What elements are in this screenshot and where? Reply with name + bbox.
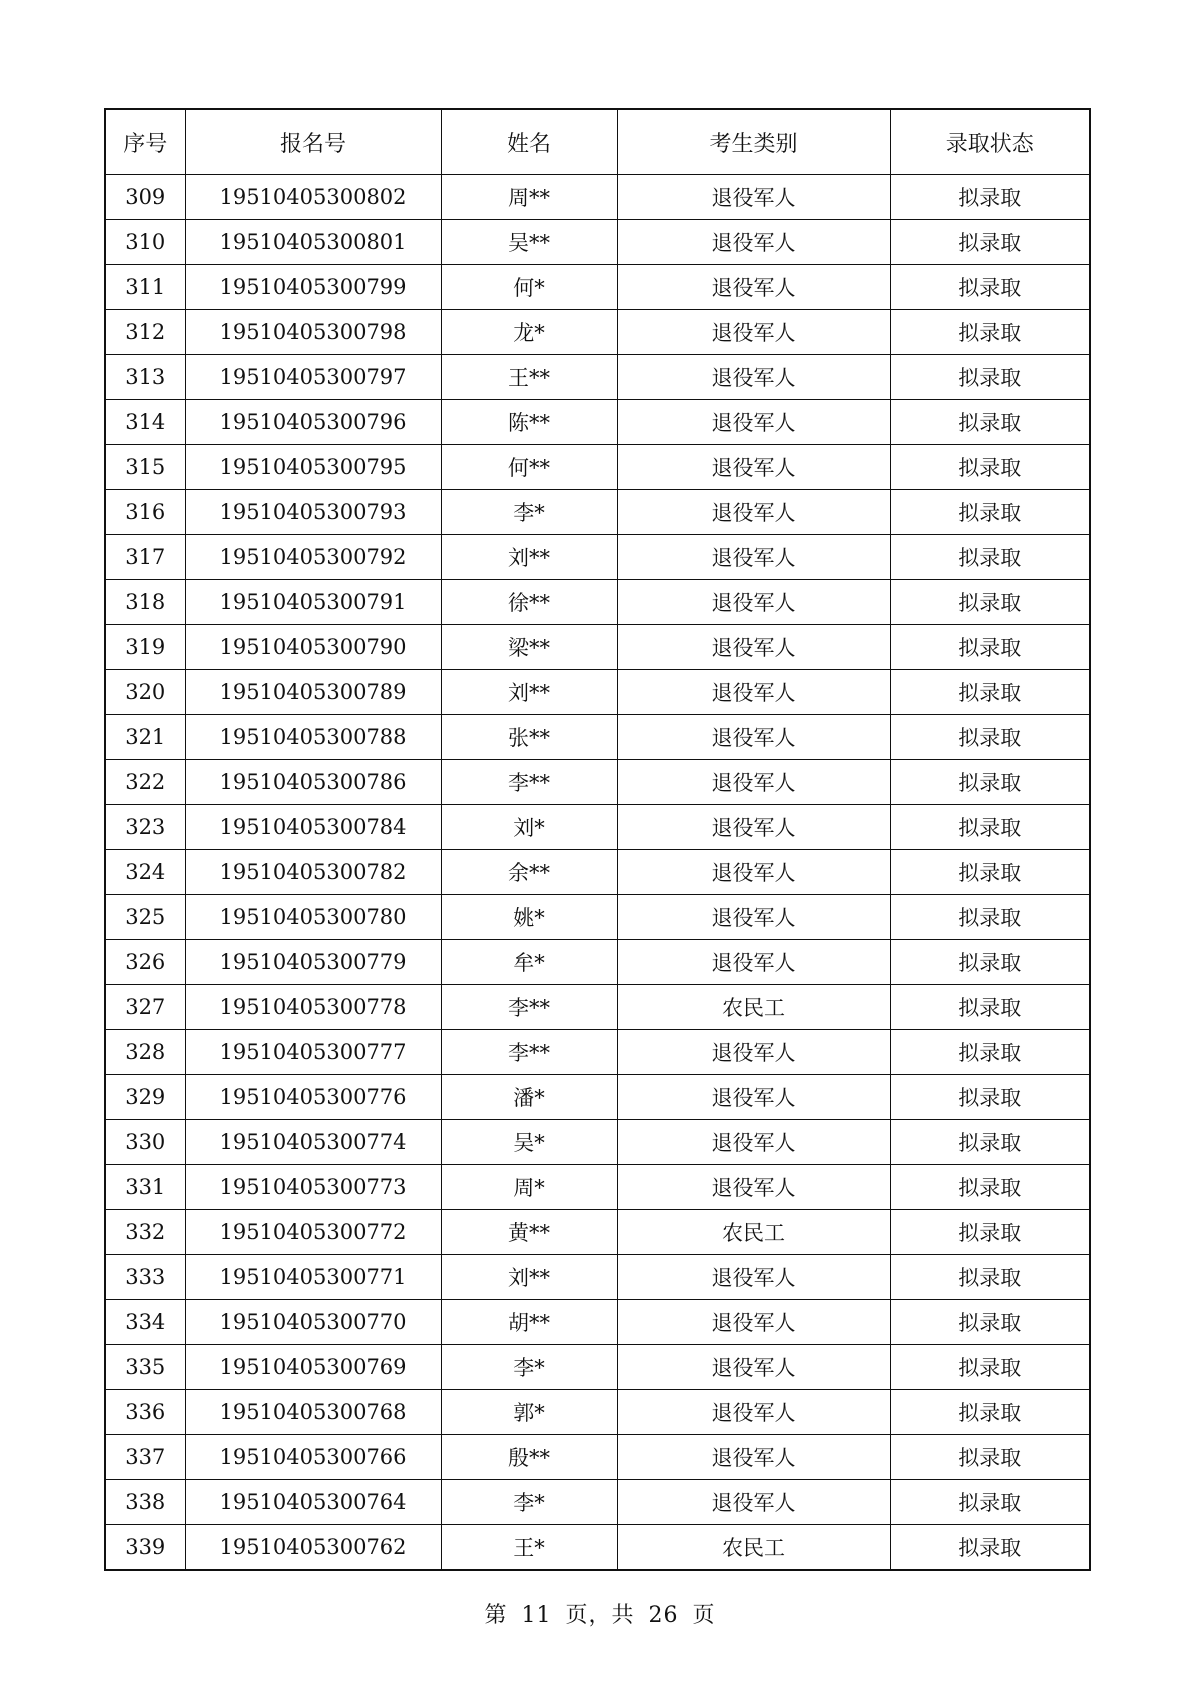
admission-status-cell: 拟录取 bbox=[890, 1210, 1090, 1255]
admission-status-cell: 拟录取 bbox=[890, 355, 1090, 400]
candidate-category-cell: 退役军人 bbox=[617, 445, 890, 490]
seq-cell: 324 bbox=[105, 850, 185, 895]
table-header bbox=[105, 109, 1090, 175]
registration-number-cell: 19510405300777 bbox=[185, 1030, 441, 1075]
seq-cell: 336 bbox=[105, 1390, 185, 1435]
name-cell: 周* bbox=[441, 1165, 617, 1210]
admission-status-cell: 拟录取 bbox=[890, 1435, 1090, 1480]
admission-status-cell: 拟录取 bbox=[890, 490, 1090, 535]
admission-status-cell: 拟录取 bbox=[890, 175, 1090, 220]
registration-number-cell: 19510405300786 bbox=[185, 760, 441, 805]
admission-status-cell: 拟录取 bbox=[890, 670, 1090, 715]
candidate-category-cell: 退役军人 bbox=[617, 805, 890, 850]
name-cell: 姚* bbox=[441, 895, 617, 940]
admission-status-cell: 拟录取 bbox=[890, 265, 1090, 310]
admission-status-cell: 拟录取 bbox=[890, 1525, 1090, 1571]
table-row bbox=[105, 670, 1090, 715]
name-cell: 黄** bbox=[441, 1210, 617, 1255]
name-cell: 余** bbox=[441, 850, 617, 895]
registration-number-cell: 19510405300793 bbox=[185, 490, 441, 535]
table-row bbox=[105, 1255, 1090, 1300]
registration-number-cell: 19510405300766 bbox=[185, 1435, 441, 1480]
registration-number-cell: 19510405300795 bbox=[185, 445, 441, 490]
seq-cell: 313 bbox=[105, 355, 185, 400]
header-registration-number: 报名号 bbox=[185, 109, 441, 175]
registration-number-cell: 19510405300779 bbox=[185, 940, 441, 985]
admission-status-cell: 拟录取 bbox=[890, 940, 1090, 985]
seq-cell: 333 bbox=[105, 1255, 185, 1300]
admission-status-cell: 拟录取 bbox=[890, 445, 1090, 490]
candidate-category-cell: 退役军人 bbox=[617, 580, 890, 625]
name-cell: 李** bbox=[441, 1030, 617, 1075]
name-cell: 刘** bbox=[441, 670, 617, 715]
name-cell: 殷** bbox=[441, 1435, 617, 1480]
name-cell: 牟* bbox=[441, 940, 617, 985]
name-cell: 胡** bbox=[441, 1300, 617, 1345]
header-name: 姓名 bbox=[441, 109, 617, 175]
seq-cell: 312 bbox=[105, 310, 185, 355]
registration-number-cell: 19510405300773 bbox=[185, 1165, 441, 1210]
seq-cell: 316 bbox=[105, 490, 185, 535]
seq-cell: 323 bbox=[105, 805, 185, 850]
candidate-category-cell: 退役军人 bbox=[617, 850, 890, 895]
candidate-category-cell: 农民工 bbox=[617, 1525, 890, 1571]
table-row bbox=[105, 1075, 1090, 1120]
table-row bbox=[105, 985, 1090, 1030]
seq-cell: 339 bbox=[105, 1525, 185, 1571]
admission-status-cell: 拟录取 bbox=[890, 1030, 1090, 1075]
table-row bbox=[105, 265, 1090, 310]
table-row bbox=[105, 535, 1090, 580]
table-row bbox=[105, 805, 1090, 850]
name-cell: 潘* bbox=[441, 1075, 617, 1120]
candidate-category-cell: 退役军人 bbox=[617, 175, 890, 220]
admission-status-cell: 拟录取 bbox=[890, 715, 1090, 760]
candidate-category-cell: 退役军人 bbox=[617, 1255, 890, 1300]
candidate-category-cell: 退役军人 bbox=[617, 895, 890, 940]
table-row bbox=[105, 175, 1090, 220]
seq-cell: 327 bbox=[105, 985, 185, 1030]
candidate-category-cell: 退役军人 bbox=[617, 220, 890, 265]
table-row bbox=[105, 310, 1090, 355]
name-cell: 周** bbox=[441, 175, 617, 220]
name-cell: 刘* bbox=[441, 805, 617, 850]
seq-cell: 315 bbox=[105, 445, 185, 490]
candidate-category-cell: 退役军人 bbox=[617, 310, 890, 355]
admission-status-cell: 拟录取 bbox=[890, 1120, 1090, 1165]
candidate-category-cell: 退役军人 bbox=[617, 715, 890, 760]
table-row bbox=[105, 445, 1090, 490]
table-row bbox=[105, 400, 1090, 445]
candidate-category-cell: 退役军人 bbox=[617, 1390, 890, 1435]
seq-cell: 310 bbox=[105, 220, 185, 265]
registration-number-cell: 19510405300788 bbox=[185, 715, 441, 760]
admission-status-cell: 拟录取 bbox=[890, 1480, 1090, 1525]
name-cell: 李* bbox=[441, 490, 617, 535]
registration-number-cell: 19510405300796 bbox=[185, 400, 441, 445]
registration-number-cell: 19510405300782 bbox=[185, 850, 441, 895]
name-cell: 李* bbox=[441, 1480, 617, 1525]
candidate-category-cell: 退役军人 bbox=[617, 1030, 890, 1075]
candidate-category-cell: 退役军人 bbox=[617, 265, 890, 310]
table-row bbox=[105, 940, 1090, 985]
candidate-category-cell: 退役军人 bbox=[617, 670, 890, 715]
table-row bbox=[105, 625, 1090, 670]
candidate-category-cell: 退役军人 bbox=[617, 1075, 890, 1120]
registration-number-cell: 19510405300797 bbox=[185, 355, 441, 400]
table-row bbox=[105, 1345, 1090, 1390]
seq-cell: 326 bbox=[105, 940, 185, 985]
admission-status-cell: 拟录取 bbox=[890, 1390, 1090, 1435]
registration-number-cell: 19510405300792 bbox=[185, 535, 441, 580]
seq-cell: 335 bbox=[105, 1345, 185, 1390]
admission-status-cell: 拟录取 bbox=[890, 760, 1090, 805]
candidate-category-cell: 退役军人 bbox=[617, 1120, 890, 1165]
seq-cell: 334 bbox=[105, 1300, 185, 1345]
candidate-category-cell: 退役军人 bbox=[617, 940, 890, 985]
admission-status-cell: 拟录取 bbox=[890, 895, 1090, 940]
registration-number-cell: 19510405300769 bbox=[185, 1345, 441, 1390]
candidate-category-cell: 退役军人 bbox=[617, 760, 890, 805]
registration-number-cell: 19510405300764 bbox=[185, 1480, 441, 1525]
registration-number-cell: 19510405300790 bbox=[185, 625, 441, 670]
name-cell: 李* bbox=[441, 1345, 617, 1390]
registration-number-cell: 19510405300784 bbox=[185, 805, 441, 850]
seq-cell: 331 bbox=[105, 1165, 185, 1210]
table-row bbox=[105, 1120, 1090, 1165]
candidate-category-cell: 农民工 bbox=[617, 985, 890, 1030]
table-row bbox=[105, 1480, 1090, 1525]
registration-number-cell: 19510405300801 bbox=[185, 220, 441, 265]
candidate-category-cell: 退役军人 bbox=[617, 490, 890, 535]
registration-number-cell: 19510405300776 bbox=[185, 1075, 441, 1120]
table-row bbox=[105, 1030, 1090, 1075]
seq-cell: 321 bbox=[105, 715, 185, 760]
name-cell: 陈** bbox=[441, 400, 617, 445]
admission-table bbox=[104, 108, 1091, 1571]
table-row bbox=[105, 580, 1090, 625]
table-row bbox=[105, 1300, 1090, 1345]
registration-number-cell: 19510405300768 bbox=[185, 1390, 441, 1435]
candidate-category-cell: 退役军人 bbox=[617, 1300, 890, 1345]
registration-number-cell: 19510405300789 bbox=[185, 670, 441, 715]
admission-status-cell: 拟录取 bbox=[890, 805, 1090, 850]
candidate-category-cell: 退役军人 bbox=[617, 1435, 890, 1480]
seq-cell: 325 bbox=[105, 895, 185, 940]
table-row bbox=[105, 1165, 1090, 1210]
seq-cell: 330 bbox=[105, 1120, 185, 1165]
admission-status-cell: 拟录取 bbox=[890, 1075, 1090, 1120]
admission-status-cell: 拟录取 bbox=[890, 1255, 1090, 1300]
table-row bbox=[105, 850, 1090, 895]
seq-cell: 329 bbox=[105, 1075, 185, 1120]
admission-status-cell: 拟录取 bbox=[890, 580, 1090, 625]
registration-number-cell: 19510405300780 bbox=[185, 895, 441, 940]
candidate-category-cell: 退役军人 bbox=[617, 625, 890, 670]
registration-number-cell: 19510405300774 bbox=[185, 1120, 441, 1165]
table-row bbox=[105, 220, 1090, 265]
registration-number-cell: 19510405300771 bbox=[185, 1255, 441, 1300]
registration-number-cell: 19510405300791 bbox=[185, 580, 441, 625]
name-cell: 徐** bbox=[441, 580, 617, 625]
seq-cell: 319 bbox=[105, 625, 185, 670]
header-row bbox=[105, 109, 1090, 175]
name-cell: 李** bbox=[441, 985, 617, 1030]
name-cell: 李** bbox=[441, 760, 617, 805]
seq-cell: 314 bbox=[105, 400, 185, 445]
name-cell: 王* bbox=[441, 1525, 617, 1571]
seq-cell: 338 bbox=[105, 1480, 185, 1525]
registration-number-cell: 19510405300778 bbox=[185, 985, 441, 1030]
admission-status-cell: 拟录取 bbox=[890, 985, 1090, 1030]
admission-status-cell: 拟录取 bbox=[890, 1165, 1090, 1210]
admission-status-cell: 拟录取 bbox=[890, 400, 1090, 445]
candidate-category-cell: 农民工 bbox=[617, 1210, 890, 1255]
registration-number-cell: 19510405300772 bbox=[185, 1210, 441, 1255]
name-cell: 何** bbox=[441, 445, 617, 490]
registration-number-cell: 19510405300798 bbox=[185, 310, 441, 355]
seq-cell: 322 bbox=[105, 760, 185, 805]
table-row bbox=[105, 355, 1090, 400]
registration-number-cell: 19510405300770 bbox=[185, 1300, 441, 1345]
registration-number-cell: 19510405300799 bbox=[185, 265, 441, 310]
header-admission-status: 录取状态 bbox=[890, 109, 1090, 175]
table-row bbox=[105, 715, 1090, 760]
seq-cell: 318 bbox=[105, 580, 185, 625]
header-candidate-category: 考生类别 bbox=[617, 109, 890, 175]
seq-cell: 320 bbox=[105, 670, 185, 715]
name-cell: 张** bbox=[441, 715, 617, 760]
name-cell: 龙* bbox=[441, 310, 617, 355]
page-number-label: 第 11 页，共 26 页 bbox=[484, 1603, 716, 1628]
name-cell: 吴* bbox=[441, 1120, 617, 1165]
table-row bbox=[105, 490, 1090, 535]
table-row bbox=[105, 760, 1090, 805]
table-row bbox=[105, 1435, 1090, 1480]
admission-status-cell: 拟录取 bbox=[890, 1345, 1090, 1390]
name-cell: 何* bbox=[441, 265, 617, 310]
name-cell: 郭* bbox=[441, 1390, 617, 1435]
table-row bbox=[105, 1525, 1090, 1571]
candidate-category-cell: 退役军人 bbox=[617, 1480, 890, 1525]
seq-cell: 328 bbox=[105, 1030, 185, 1075]
name-cell: 王** bbox=[441, 355, 617, 400]
seq-cell: 332 bbox=[105, 1210, 185, 1255]
name-cell: 刘** bbox=[441, 1255, 617, 1300]
admission-status-cell: 拟录取 bbox=[890, 220, 1090, 265]
candidate-category-cell: 退役军人 bbox=[617, 355, 890, 400]
admission-status-cell: 拟录取 bbox=[890, 310, 1090, 355]
page-footer bbox=[0, 1598, 1200, 1629]
admission-status-cell: 拟录取 bbox=[890, 850, 1090, 895]
name-cell: 梁** bbox=[441, 625, 617, 670]
candidate-category-cell: 退役军人 bbox=[617, 1345, 890, 1390]
table-row bbox=[105, 895, 1090, 940]
admission-status-cell: 拟录取 bbox=[890, 625, 1090, 670]
admission-status-cell: 拟录取 bbox=[890, 1300, 1090, 1345]
candidate-category-cell: 退役军人 bbox=[617, 1165, 890, 1210]
table-row bbox=[105, 1390, 1090, 1435]
admission-status-cell: 拟录取 bbox=[890, 535, 1090, 580]
table-body bbox=[105, 175, 1090, 1571]
seq-cell: 337 bbox=[105, 1435, 185, 1480]
seq-cell: 311 bbox=[105, 265, 185, 310]
header-seq: 序号 bbox=[105, 109, 185, 175]
candidate-category-cell: 退役军人 bbox=[617, 535, 890, 580]
table-row bbox=[105, 1210, 1090, 1255]
candidate-category-cell: 退役军人 bbox=[617, 400, 890, 445]
seq-cell: 309 bbox=[105, 175, 185, 220]
registration-number-cell: 19510405300762 bbox=[185, 1525, 441, 1571]
registration-number-cell: 19510405300802 bbox=[185, 175, 441, 220]
seq-cell: 317 bbox=[105, 535, 185, 580]
name-cell: 吴** bbox=[441, 220, 617, 265]
name-cell: 刘** bbox=[441, 535, 617, 580]
